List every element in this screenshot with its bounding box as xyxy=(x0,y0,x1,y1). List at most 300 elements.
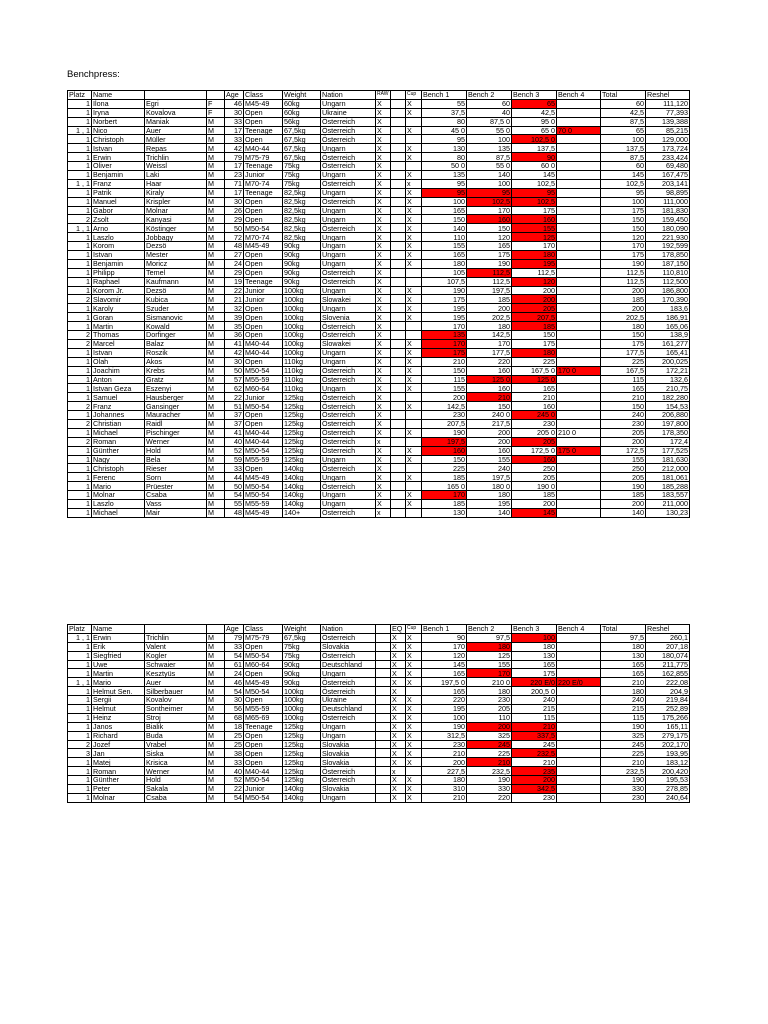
cell-total: 180 xyxy=(601,322,646,331)
cell-weight: 60kg xyxy=(283,99,321,108)
cell-raw: X xyxy=(376,188,391,197)
cell-eq xyxy=(391,153,406,162)
header-bench-4: Bench 4 xyxy=(557,625,601,634)
cell-weight: 125kg xyxy=(283,419,321,428)
cell-cup: X xyxy=(406,402,422,411)
cell-bench-1: 200 xyxy=(422,393,467,402)
cell-age: 57 xyxy=(225,375,244,384)
cell-bench-4 xyxy=(557,375,601,384)
cell-platz: 1 xyxy=(68,144,92,153)
cell-class: Teenage xyxy=(244,162,283,171)
cell-bench-1: 37,5 xyxy=(422,108,467,117)
cell-platz: 1 xyxy=(68,268,92,277)
cell-eq xyxy=(391,464,406,473)
cell-class: Open xyxy=(244,696,283,705)
cell-weight: 140kg xyxy=(283,491,321,500)
cell-total: 95 xyxy=(601,188,646,197)
cell-eq xyxy=(391,206,406,215)
cell-platz: 1 xyxy=(68,642,92,651)
cell-nation: Österreich xyxy=(321,687,376,696)
cell-bench-4 xyxy=(557,669,601,678)
cell-age: 41 xyxy=(225,428,244,437)
cell-first-name: Karoly xyxy=(92,304,145,313)
cell-cup: X xyxy=(406,705,422,714)
cell-age: 33 xyxy=(225,758,244,767)
cell-class: M55-59 xyxy=(244,499,283,508)
cell-nation: Österreich xyxy=(321,331,376,340)
table-row xyxy=(68,304,690,313)
cell-bench-2: 240 xyxy=(467,464,512,473)
cell-bench-3: 100 xyxy=(512,633,557,642)
cell-bench-4 xyxy=(557,242,601,251)
cell-class: Open xyxy=(244,251,283,260)
cell-eq xyxy=(391,277,406,286)
cell-class: M40-44 xyxy=(244,437,283,446)
cell-first-name: Mario xyxy=(92,678,145,687)
cell-last-name: Repas xyxy=(145,144,207,153)
cell-last-name: Müller xyxy=(145,135,207,144)
cell-reshel: 211,000 xyxy=(646,499,690,508)
cell-bench-4 xyxy=(557,357,601,366)
cell-cup: X xyxy=(406,499,422,508)
cell-bench-1: 110 xyxy=(422,233,467,242)
cell-total: 145 xyxy=(601,171,646,180)
cell-sex: M xyxy=(207,713,225,722)
cell-bench-2: 177,5 xyxy=(467,348,512,357)
cell-bench-1: 155 xyxy=(422,242,467,251)
cell-cup xyxy=(406,331,422,340)
cell-class: Open xyxy=(244,749,283,758)
cell-last-name: Jobbagy xyxy=(145,233,207,242)
cell-bench-4 xyxy=(557,313,601,322)
cell-age: 33 xyxy=(225,464,244,473)
header-platz: Platz xyxy=(68,91,92,100)
cell-cup: X xyxy=(406,339,422,348)
cell-first-name: Helmut Sen. xyxy=(92,687,145,696)
cell-bench-4 xyxy=(557,171,601,180)
cell-bench-1: 230 xyxy=(422,411,467,420)
cell-age: 30 xyxy=(225,357,244,366)
cell-bench-4 xyxy=(557,411,601,420)
cell-eq xyxy=(391,331,406,340)
cell-first-name: Molnar xyxy=(92,793,145,802)
cell-class: M45-49 xyxy=(244,473,283,482)
table-row xyxy=(68,348,690,357)
cell-class: Teenage xyxy=(244,722,283,731)
table-row xyxy=(68,366,690,375)
cell-bench-2: 185 xyxy=(467,295,512,304)
cell-nation: Österreich xyxy=(321,508,376,517)
cell-cup: X xyxy=(406,455,422,464)
cell-platz: 1 xyxy=(68,366,92,375)
cell-eq xyxy=(391,402,406,411)
cell-bench-3: 200,5 0 xyxy=(512,687,557,696)
table-row xyxy=(68,508,690,517)
cell-platz: 1 xyxy=(68,251,92,260)
cell-nation: Österreich xyxy=(321,135,376,144)
cell-age: 42 xyxy=(225,348,244,357)
header-platz: Platz xyxy=(68,625,92,634)
cell-weight: 125kg xyxy=(283,749,321,758)
cell-bench-4 xyxy=(557,633,601,642)
cell-total: 250 xyxy=(601,464,646,473)
table-row xyxy=(68,464,690,473)
cell-platz: 1 xyxy=(68,206,92,215)
cell-cup xyxy=(406,767,422,776)
cell-class: M50-54 xyxy=(244,793,283,802)
cell-bench-4 xyxy=(557,393,601,402)
cell-bench-1: 135 xyxy=(422,331,467,340)
cell-sex: M xyxy=(207,482,225,491)
cell-raw: X xyxy=(376,108,391,117)
cell-age: 22 xyxy=(225,286,244,295)
cell-raw: X xyxy=(376,464,391,473)
cell-nation: Ungarn xyxy=(321,251,376,260)
cell-weight: 75kg xyxy=(283,162,321,171)
cell-first-name: Laszlo xyxy=(92,499,145,508)
cell-reshel: 200,025 xyxy=(646,357,690,366)
cell-cup xyxy=(406,117,422,126)
cell-first-name: Korom Jr. xyxy=(92,286,145,295)
cell-sex: M xyxy=(207,705,225,714)
cell-platz: 1 xyxy=(68,731,92,740)
header-reshel: Reshel xyxy=(646,91,690,100)
cell-last-name: Vrabel xyxy=(145,740,207,749)
cell-raw: X xyxy=(376,233,391,242)
cell-reshel: 177,525 xyxy=(646,446,690,455)
cell-bench-1: 115 xyxy=(422,375,467,384)
cell-weight: 75kg xyxy=(283,171,321,180)
cell-platz: 1 xyxy=(68,660,92,669)
cell-bench-4 xyxy=(557,660,601,669)
cell-reshel: 219,84 xyxy=(646,696,690,705)
cell-bench-4 xyxy=(557,304,601,313)
header-raw xyxy=(376,625,391,634)
cell-reshel: 178,850 xyxy=(646,251,690,260)
cell-raw xyxy=(376,696,391,705)
cell-reshel: 210,75 xyxy=(646,384,690,393)
cell-total: 112,5 xyxy=(601,277,646,286)
cell-sex: M xyxy=(207,366,225,375)
cell-last-name: Temel xyxy=(145,268,207,277)
cell-cup xyxy=(406,687,422,696)
cell-sex: M xyxy=(207,224,225,233)
cell-nation: Ungarn xyxy=(321,499,376,508)
cell-total: 120 xyxy=(601,233,646,242)
cell-age: 37 xyxy=(225,411,244,420)
cell-nation: Österreich xyxy=(321,651,376,660)
cell-bench-4 xyxy=(557,642,601,651)
cell-reshel: 212,000 xyxy=(646,464,690,473)
cell-weight: 75kg xyxy=(283,651,321,660)
cell-bench-1: 180 xyxy=(422,776,467,785)
cell-bench-3: 175 xyxy=(512,339,557,348)
cell-last-name: Molnar xyxy=(145,206,207,215)
cell-reshel: 98,895 xyxy=(646,188,690,197)
cell-reshel: 222,08 xyxy=(646,678,690,687)
cell-eq xyxy=(391,304,406,313)
cell-sex: M xyxy=(207,126,225,135)
cell-bench-4: 70 0 xyxy=(557,126,601,135)
table-row xyxy=(68,499,690,508)
cell-first-name: Philipp xyxy=(92,268,145,277)
cell-raw: X xyxy=(376,117,391,126)
cell-nation: Österreich xyxy=(321,393,376,402)
cell-bench-1: 45 0 xyxy=(422,126,467,135)
cell-class: M55-59 xyxy=(244,455,283,464)
cell-total: 130 xyxy=(601,651,646,660)
cell-eq xyxy=(391,339,406,348)
cell-bench-3: 137,5 xyxy=(512,144,557,153)
cell-nation: Österreich xyxy=(321,179,376,188)
cell-age: 50 xyxy=(225,482,244,491)
cell-total: 225 xyxy=(601,749,646,758)
cell-age: 26 xyxy=(225,206,244,215)
cell-eq: X xyxy=(391,642,406,651)
cell-eq xyxy=(391,171,406,180)
cell-bench-3: 150 xyxy=(512,331,557,340)
cell-weight: 82,5kg xyxy=(283,188,321,197)
cell-nation: Österreich xyxy=(321,633,376,642)
cell-total: 137,5 xyxy=(601,144,646,153)
cell-total: 150 xyxy=(601,215,646,224)
cell-nation: Österreich xyxy=(321,126,376,135)
cell-bench-2: 102,5 xyxy=(467,197,512,206)
cell-eq xyxy=(391,384,406,393)
cell-weight: 140kg xyxy=(283,793,321,802)
table-row xyxy=(68,731,690,740)
cell-bench-3: 145 xyxy=(512,508,557,517)
cell-nation: Slowakei xyxy=(321,295,376,304)
cell-bench-4 xyxy=(557,206,601,215)
cell-first-name: Korom xyxy=(92,242,145,251)
page-title: Benchpress: xyxy=(67,69,120,80)
cell-weight: 100kg xyxy=(283,713,321,722)
cell-nation: Ungarn xyxy=(321,99,376,108)
cell-bench-2: 170 xyxy=(467,339,512,348)
cell-platz: 1 xyxy=(68,758,92,767)
cell-cup xyxy=(406,411,422,420)
header-age: Age xyxy=(225,91,244,100)
cell-bench-2: 170 xyxy=(467,669,512,678)
table-row xyxy=(68,259,690,268)
cell-bench-4 xyxy=(557,758,601,767)
cell-sex: M xyxy=(207,491,225,500)
cell-bench-3: 205 xyxy=(512,473,557,482)
cell-weight: 82,5kg xyxy=(283,206,321,215)
cell-bench-2: 135 xyxy=(467,144,512,153)
cell-platz: 1 xyxy=(68,411,92,420)
cell-eq xyxy=(391,295,406,304)
cell-bench-2: 125 xyxy=(467,651,512,660)
cell-eq xyxy=(391,375,406,384)
cell-age: 36 xyxy=(225,331,244,340)
cell-weight: 125kg xyxy=(283,446,321,455)
cell-bench-1: 170 xyxy=(422,642,467,651)
cell-class: M45-49 xyxy=(244,678,283,687)
cell-bench-2: 190 xyxy=(467,776,512,785)
cell-weight: 100kg xyxy=(283,348,321,357)
cell-eq: X xyxy=(391,731,406,740)
cell-age: 52 xyxy=(225,776,244,785)
cell-age: 48 xyxy=(225,242,244,251)
table-row xyxy=(68,740,690,749)
cell-age: 59 xyxy=(225,455,244,464)
cell-raw: X xyxy=(376,357,391,366)
cell-platz: 1 xyxy=(68,197,92,206)
cell-cup: X xyxy=(406,722,422,731)
cell-raw xyxy=(376,776,391,785)
cell-bench-4 xyxy=(557,696,601,705)
cell-cup: X xyxy=(406,633,422,642)
cell-cup xyxy=(406,393,422,402)
cell-last-name: Prüester xyxy=(145,482,207,491)
cell-cup: X xyxy=(406,713,422,722)
cell-bench-3: 225 xyxy=(512,357,557,366)
cell-last-name: Werner xyxy=(145,437,207,446)
cell-first-name: Peter xyxy=(92,785,145,794)
header-bench-3: Bench 3 xyxy=(512,625,557,634)
cell-age: 33 xyxy=(225,642,244,651)
cell-bench-2: 87,5 0 xyxy=(467,117,512,126)
cell-sex: M xyxy=(207,731,225,740)
cell-cup: x xyxy=(406,179,422,188)
cell-reshel: 111,120 xyxy=(646,99,690,108)
cell-nation: Ungarn xyxy=(321,455,376,464)
cell-reshel: 178,350 xyxy=(646,428,690,437)
cell-class: M40-44 xyxy=(244,348,283,357)
cell-age: 44 xyxy=(225,473,244,482)
cell-eq xyxy=(391,313,406,322)
cell-first-name: Slavomir xyxy=(92,295,145,304)
header-sex xyxy=(207,91,225,100)
table-row xyxy=(68,233,690,242)
cell-age: 22 xyxy=(225,393,244,402)
cell-bench-3: 205 0 xyxy=(512,428,557,437)
cell-first-name: Samuel xyxy=(92,393,145,402)
cell-bench-2: 112,5 xyxy=(467,277,512,286)
cell-nation: Österreich xyxy=(321,277,376,286)
cell-nation: Ungarn xyxy=(321,242,376,251)
cell-age: 68 xyxy=(225,713,244,722)
cell-nation: Österreich xyxy=(321,776,376,785)
cell-bench-4 xyxy=(557,339,601,348)
cell-eq: X xyxy=(391,776,406,785)
cell-reshel: 187,150 xyxy=(646,259,690,268)
cell-bench-3: 170 xyxy=(512,242,557,251)
cell-bench-1: 170 xyxy=(422,491,467,500)
cell-last-name: Werner xyxy=(145,767,207,776)
cell-raw: X xyxy=(376,295,391,304)
cell-class: Open xyxy=(244,357,283,366)
header-reshel: Reshel xyxy=(646,625,690,634)
cell-eq: X xyxy=(391,696,406,705)
cell-raw xyxy=(376,669,391,678)
cell-total: 225 xyxy=(601,357,646,366)
cell-age: 46 xyxy=(225,678,244,687)
cell-first-name: Erik xyxy=(92,642,145,651)
cell-eq xyxy=(391,482,406,491)
cell-bench-4 xyxy=(557,153,601,162)
cell-cup: X xyxy=(406,740,422,749)
cell-eq xyxy=(391,366,406,375)
cell-last-name: Sakala xyxy=(145,785,207,794)
cell-bench-2: 120 xyxy=(467,233,512,242)
cell-raw: X xyxy=(376,455,391,464)
cell-bench-3: 235 xyxy=(512,767,557,776)
cell-bench-1: 165 xyxy=(422,251,467,260)
cell-eq xyxy=(391,411,406,420)
cell-reshel: 186,800 xyxy=(646,286,690,295)
cell-platz: 1 xyxy=(68,696,92,705)
cell-raw: X xyxy=(376,277,391,286)
cell-reshel: 172,21 xyxy=(646,366,690,375)
cell-raw: X xyxy=(376,419,391,428)
cell-reshel: 85,215 xyxy=(646,126,690,135)
cell-bench-3: 205 xyxy=(512,304,557,313)
cell-total: 172,5 xyxy=(601,446,646,455)
cell-class: Open xyxy=(244,464,283,473)
cell-age: 79 xyxy=(225,633,244,642)
header-total: Total xyxy=(601,625,646,634)
cell-sex: M xyxy=(207,722,225,731)
cell-reshel: 111,000 xyxy=(646,197,690,206)
cell-first-name: Martin xyxy=(92,669,145,678)
cell-platz: 2 xyxy=(68,437,92,446)
cell-bench-3: 180 xyxy=(512,251,557,260)
cell-age: 33 xyxy=(225,117,244,126)
cell-sex: M xyxy=(207,660,225,669)
cell-raw: X xyxy=(376,197,391,206)
cell-total: 190 xyxy=(601,722,646,731)
cell-platz: 1 xyxy=(68,384,92,393)
cell-last-name: Mair xyxy=(145,508,207,517)
cell-raw: X xyxy=(376,304,391,313)
cell-last-name: Krebs xyxy=(145,366,207,375)
cell-first-name: Laszlo xyxy=(92,233,145,242)
cell-total: 215 xyxy=(601,705,646,714)
table-row xyxy=(68,793,690,802)
cell-bench-2: 330 xyxy=(467,785,512,794)
cell-total: 232,5 xyxy=(601,767,646,776)
cell-class: Junior xyxy=(244,286,283,295)
table-row xyxy=(68,206,690,215)
cell-age: 21 xyxy=(225,295,244,304)
cell-bench-3: 220 E/0 xyxy=(512,678,557,687)
cell-age: 54 xyxy=(225,793,244,802)
cell-platz: 1 xyxy=(68,188,92,197)
cell-last-name: Raidl xyxy=(145,419,207,428)
cell-class: Open xyxy=(244,117,283,126)
cell-reshel: 186,91 xyxy=(646,313,690,322)
cell-eq: x xyxy=(391,767,406,776)
cell-raw: X xyxy=(376,322,391,331)
cell-total: 230 xyxy=(601,419,646,428)
cell-eq: X xyxy=(391,793,406,802)
cell-bench-2: 180 xyxy=(467,687,512,696)
cell-sex: M xyxy=(207,785,225,794)
cell-nation: Slovakia xyxy=(321,785,376,794)
cell-last-name: Valent xyxy=(145,642,207,651)
cell-first-name: Michael xyxy=(92,428,145,437)
table-row xyxy=(68,651,690,660)
cell-weight: 110kg xyxy=(283,357,321,366)
table-row xyxy=(68,678,690,687)
cell-raw xyxy=(376,740,391,749)
cell-bench-1: 185 xyxy=(422,473,467,482)
cell-raw: X xyxy=(376,331,391,340)
cell-bench-2: 210 xyxy=(467,393,512,402)
